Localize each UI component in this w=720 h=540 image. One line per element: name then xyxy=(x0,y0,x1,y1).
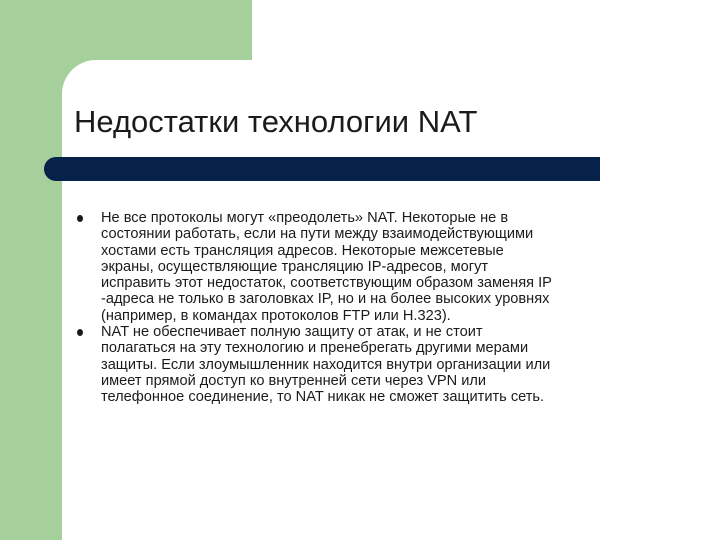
bullet-item xyxy=(77,210,667,324)
title-underline-bar xyxy=(44,157,600,181)
bullet-text: Не все протоколы могут «преодолеть» NAT. Некоторые не в состоянии работать, если на пути между взаимодействующими хостами есть трансляция адресов. Некоторые межсетевые экраны, осуществляющие трансляцию IP-адресов, могут исправить этот недостаток, соответствующим образом заменяя IP -адреса не только в заголовках IP, но и на более высоких уровнях (например, в командах протоколов FTP или H.323). xyxy=(101,210,552,324)
decorative-green-block-left xyxy=(0,0,62,540)
slide-title: Недостатки технологии NAT xyxy=(74,104,478,139)
bullet-list xyxy=(77,210,667,406)
bullet-text: NAT не обеспечивает полную защиту от атак, и не стоит полагаться на эту технологию и пренебрегать другими мерами защиты. Если злоумышленник находится внутри организации или имеет прямой доступ ко внутренней сети через VPN или телефонное соединение, то NAT никак не сможет защитить сеть. xyxy=(101,324,551,406)
bullet-item xyxy=(77,324,667,405)
bullet-dot-icon xyxy=(77,215,83,222)
bullet-dot-icon xyxy=(77,329,83,336)
